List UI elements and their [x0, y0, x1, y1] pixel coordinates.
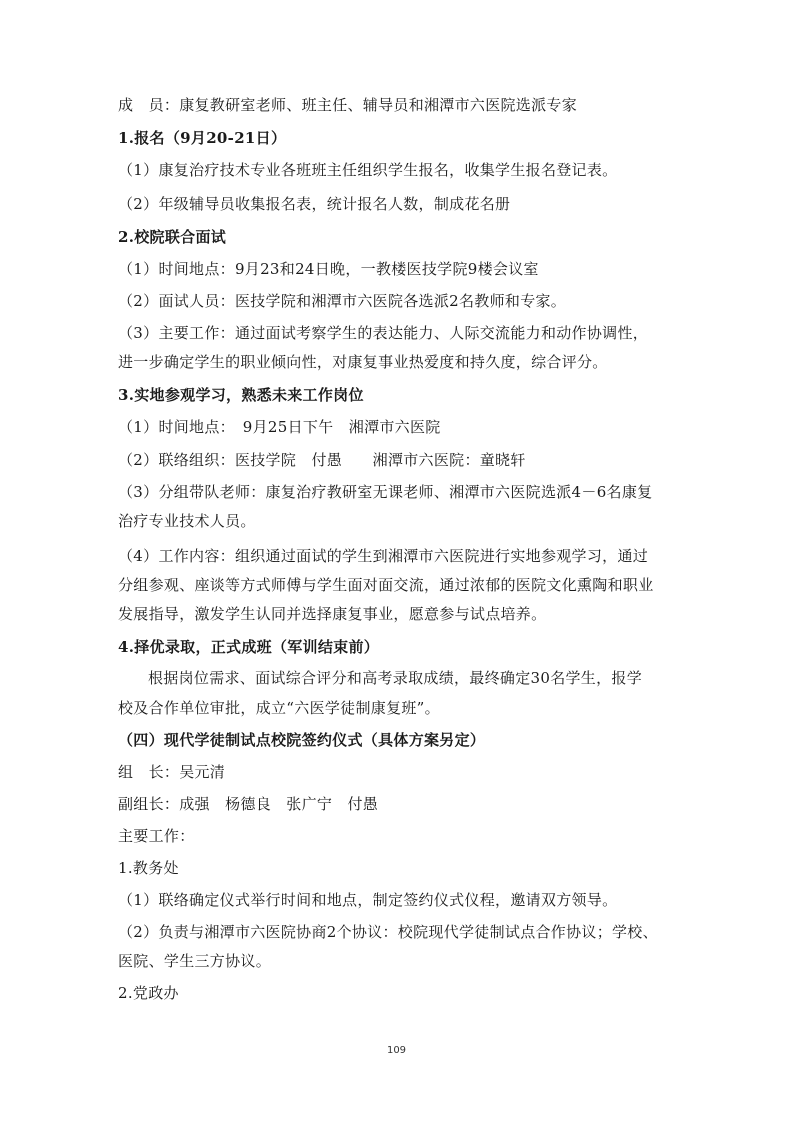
paragraph-line: （2）面试人员：医技学院和湘潭市六医院各选派2名教师和专家。 — [118, 292, 567, 310]
page-number: 109 — [386, 1045, 407, 1056]
paragraph-line: （2）联络组织：医技学院 付愚 湘潭市六医院：童晓轩 — [118, 451, 526, 469]
paragraph-line: （3）主要工作：通过面试考察学生的表达能力、人际交流能力和动作协调性， — [118, 324, 649, 342]
paragraph-line: 成 员：康复教研室老师、班主任、辅导员和湘潭市六医院选派专家 — [118, 96, 578, 114]
paragraph-line: 发展指导，激发学生认同并选择康复事业，愿意参与试点培养。 — [118, 605, 547, 623]
paragraph-line: 1.教务处 — [118, 859, 179, 877]
paragraph-line: （4）工作内容：组织通过面试的学生到湘潭市六医院进行实地参观学习，通过 — [118, 547, 649, 565]
paragraph-line: （1）时间地点：9月23和24日晚，一教楼医技学院9楼会议室 — [118, 260, 539, 278]
section-heading: 2.校院联合面试 — [118, 228, 227, 246]
paragraph-line: （1）联络确定仪式举行时间和地点，制定签约仪式仪程，邀请双方领导。 — [118, 891, 618, 909]
paragraph-line: （2）负责与湘潭市六医院协商2个协议：校院现代学徒制试点合作协议；学校、 — [118, 923, 658, 941]
paragraph-line: （1）时间地点： 9月25日下午 湘潭市六医院 — [118, 418, 441, 436]
section-heading: 4.择优录取，正式成班（军训结束前） — [118, 638, 380, 656]
paragraph-line: 主要工作： — [118, 827, 195, 845]
paragraph-line: （1）康复治疗技术专业各班班主任组织学生报名，收集学生报名登记表。 — [118, 161, 618, 179]
paragraph-line: 副组长：成强 杨德良 张广宁 付愚 — [118, 795, 379, 813]
paragraph-line: 医院、学生三方协议。 — [118, 952, 272, 970]
paragraph-line: （3）分组带队老师：康复治疗教研室无课老师、湘潭市六医院选派4－6名康复 — [118, 483, 653, 501]
section-heading: （四）现代学徒制试点校院签约仪式（具体方案另定） — [118, 731, 486, 749]
paragraph-line: 校及合作单位审批，成立“六医学徒制康复班”。 — [118, 699, 440, 717]
paragraph-line: 分组参观、座谈等方式师傅与学生面对面交流，通过浓郁的医院文化熏陶和职业 — [118, 576, 654, 594]
paragraph-line: 2.党政办 — [118, 984, 179, 1002]
paragraph-line: 进一步确定学生的职业倾向性，对康复事业热爱度和持久度，综合评分。 — [118, 353, 608, 371]
section-heading: 1.报名（9月20-21日） — [118, 129, 287, 147]
paragraph-line: 组 长：吴元清 — [118, 763, 226, 781]
section-heading: 3.实地参观学习，熟悉未来工作岗位 — [118, 386, 364, 404]
paragraph-line: 治疗专业技术人员。 — [118, 512, 256, 530]
paragraph-line: （2）年级辅导员收集报名表，统计报名人数，制成花名册 — [118, 195, 511, 213]
paragraph-line: 根据岗位需求、面试综合评分和高考录取成绩，最终确定30名学生，报学 — [148, 669, 642, 687]
